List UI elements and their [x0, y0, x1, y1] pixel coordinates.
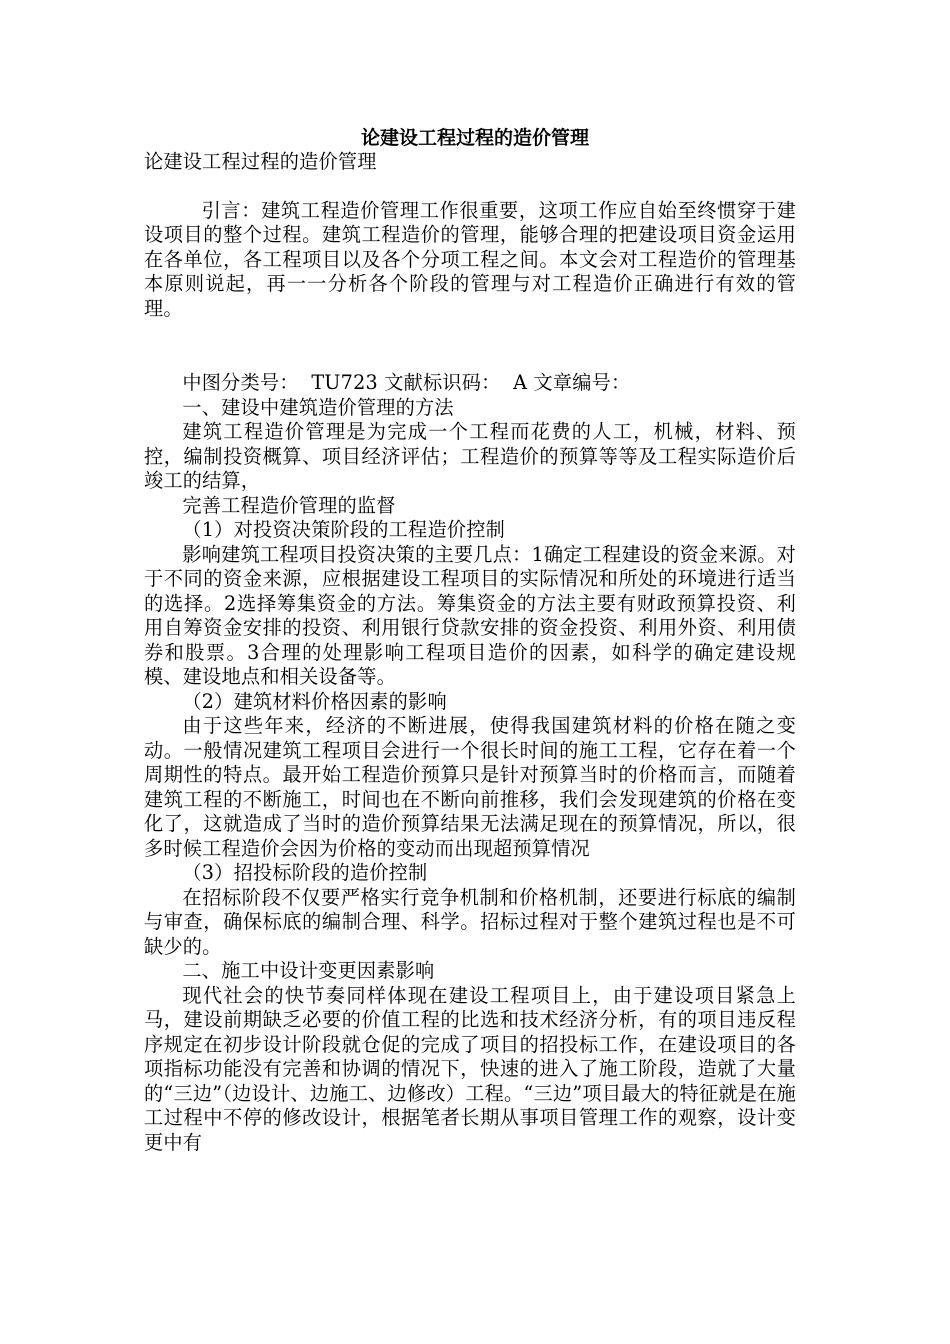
- document-title: 论建设工程过程的造价管理: [360, 127, 589, 149]
- section-heading-1: 一、建设中建筑造价管理的方法: [182, 395, 454, 419]
- spacer: [144, 321, 796, 371]
- subheading-material-price: （2）建筑材料价格因素的影响: [182, 689, 447, 713]
- document-subtitle: 论建设工程过程的造价管理: [144, 150, 377, 173]
- paragraph-investment-decision: 影响建筑工程项目投资决策的主要几点：1确定工程建设的资金来源。对于不同的资金来源，应根据建设工程项目的实际情况和所处的环境进行适当的选择。2选择筹集资金的方法。筹集资金的方法主要有财政预算投资、利用自筹资金安排的投资、利用银行贷款安排的资金投资、利用外资、利用债券和股票。3合理的处理影响工程项目造价的因素，如科学的确定建设规模、建设地点和相关设备等。: [144, 542, 796, 688]
- section-heading-2: 二、施工中设计变更因素影响: [182, 959, 435, 982]
- classification-line: 中图分类号： TU723 文献标识码： A 文章编号：: [182, 371, 631, 394]
- paragraph-bidding: 在招标阶段不仅要严格实行竞争机制和价格机制，还要进行标底的编制与审查，确保标底的编制合理、科学。招标过程对于整个建筑过程也是不可缺少的。: [144, 885, 796, 958]
- paragraph-cost-management: 建筑工程造价管理是为完成一个工程而花费的人工，机械，材料、预控，编制投资概算、项目经济评估；工程造价的预算等等及工程实际造价后竣工的结算，: [144, 420, 796, 492]
- subheading-supervision: 完善工程造价管理的监督: [182, 493, 396, 517]
- paragraph-design-change: 现代社会的快节奏同样体现在建设工程项目上，由于建设项目紧急上马，建设前期缺乏必要的价值工程的比选和技术经济分析，有的项目违反程序规定在初步设计阶段就仓促的完成了项目的招投标工作，在建设项目的各项指标功能没有完善和协调的情况下，快速的进入了施工阶段，造就了大量的“三边”（边设计、边施工、边修改）工程。“三边”项目最大的特征就是在施工过程中不停的修改设计，根据笔者长期从事项目管理工作的观察，设计变更中有: [144, 983, 796, 1154]
- paragraph-material-price: 由于这些年来，经济的不断进展，使得我国建筑材料的价格在随之变动。一般情况建筑工程项目会进行一个很长时间的施工工程，它存在着一个周期性的特点。最开始工程造价预算只是针对预算当时的价格而言，而随着建筑工程的不断施工，时间也在不断向前推移，我们会发现建筑的价格在变化了，这就造成了当时的造价预算结果无法满足现在的预算情况，所以，很多时候工程造价会因为价格的变动而出现超预算情况: [144, 714, 796, 860]
- subheading-bidding: （3）招投标阶段的造价控制: [182, 861, 428, 884]
- intro-paragraph: 引言：建筑工程造价管理工作很重要，这项工作应自始至终惯穿于建设项目的整个过程。建筑工程造价的管理，能够合理的把建设项目资金运用在各单位，各工程项目以及各个分项工程之间。本文会对工程造价的管理基本原则说起，再一一分析各个阶段的管理与对工程造价正确进行有效的管理。: [144, 198, 796, 320]
- spacer: [144, 175, 796, 199]
- subheading-investment-decision: （1）对投资决策阶段的工程造价控制: [182, 518, 505, 541]
- document-body: [144, 150, 796, 1155]
